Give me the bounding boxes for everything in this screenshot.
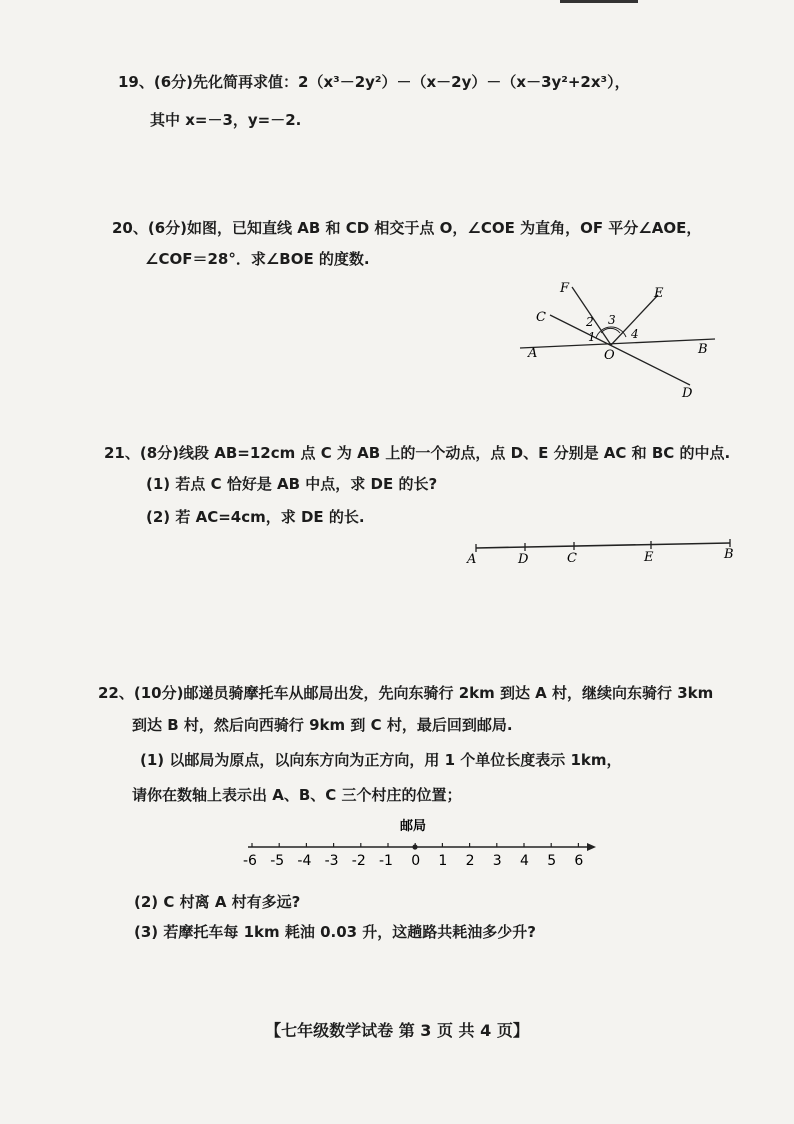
q20-line2: ∠COF＝28°．求∠BOE 的度数.	[145, 250, 370, 268]
q21-number: 21、	[104, 444, 140, 462]
q22-number-axis	[238, 812, 608, 872]
q21-score: (8分)	[139, 444, 180, 462]
axis-tick-label: 2	[465, 853, 475, 869]
axis-tick-label: -5	[270, 853, 285, 869]
seg-label-e: E	[644, 550, 654, 565]
seg-label-a: A	[467, 552, 477, 567]
line-ab	[520, 339, 715, 348]
q21-segment-figure	[462, 535, 752, 570]
label-f: F	[560, 281, 570, 296]
scan-mark	[560, 0, 638, 3]
q19-score: (6分)	[153, 73, 194, 91]
q21-part2: (2) 若 AC=4cm，求 DE 的长.	[146, 508, 365, 526]
q20-figure	[500, 275, 750, 405]
q22-score: (10分)	[133, 684, 184, 702]
q22-part1: (1) 以邮局为原点，以向东方向为正方向，用 1 个单位长度表示 1km，	[140, 751, 622, 769]
line-cd	[550, 315, 690, 385]
q21-text-1: 线段 AB=12cm 点 C 为 AB 上的一个动点，点 D、E 分别是 AC 和 BC 的中点.	[179, 444, 731, 462]
label-angle-1: 1	[588, 330, 596, 344]
label-o: O	[604, 348, 615, 363]
q20-score: (6分)	[147, 219, 188, 237]
axis-tick-label: 0	[411, 853, 421, 869]
axis-tick-label: -1	[379, 853, 393, 869]
q21-line1	[104, 443, 730, 463]
axis-tick-label: 6	[574, 853, 584, 869]
axis-tick-label: -6	[243, 853, 257, 869]
q19-condition: 其中 x=－3，y=－2.	[150, 111, 302, 129]
axis-tick-label: 5	[547, 853, 557, 869]
label-angle-2: 2	[586, 315, 594, 329]
axis-origin-label: 邮局	[400, 819, 427, 834]
q22-part1b: 请你在数轴上表示出 A、B、C 三个村庄的位置；	[132, 786, 462, 804]
q19-text: 先化简再求值：2（x³－2y²）－（x－2y）－（x－3y²+2x³），	[193, 73, 630, 91]
axis-tick-label: -3	[324, 853, 339, 869]
q20-line1	[112, 218, 701, 238]
q19-number: 19、	[118, 73, 154, 91]
segment-ab	[476, 543, 730, 548]
q21-part1: (1) 若点 C 恰好是 AB 中点，求 DE 的长?	[146, 475, 438, 493]
q22-part2: (2) C 村离 A 村有多远?	[134, 893, 301, 911]
q22-line1	[98, 683, 713, 703]
label-b: B	[698, 342, 708, 357]
q19-line1	[118, 72, 630, 92]
label-angle-3: 3	[608, 313, 616, 327]
label-e: E	[654, 286, 664, 301]
axis-arrow-icon	[587, 843, 596, 851]
label-c: C	[536, 310, 546, 325]
q20-text-1: 如图，已知直线 AB 和 CD 相交于点 O，∠COE 为直角，OF 平分∠AOE，	[187, 219, 702, 237]
seg-label-d: D	[518, 552, 529, 567]
q22-number: 22、	[98, 684, 134, 702]
axis-tick-label: 4	[520, 853, 529, 869]
axis-tick-label: 1	[438, 853, 448, 869]
label-a: A	[528, 346, 538, 361]
label-angle-4: 4	[631, 327, 639, 341]
page-footer: 【七年级数学试卷 第 3 页 共 4 页】	[265, 1021, 529, 1040]
q22-text-1: 邮递员骑摩托车从邮局出发，先向东骑行 2km 到达 A 村，继续向东骑行 3km	[183, 684, 714, 702]
label-d: D	[682, 386, 693, 401]
axis-tick-label: -4	[297, 853, 312, 869]
seg-label-b: B	[724, 547, 734, 562]
axis-tick-label: -2	[351, 853, 366, 869]
seg-label-c: C	[567, 551, 577, 566]
q20-number: 20、	[112, 219, 148, 237]
axis-tick-label: 3	[492, 853, 502, 869]
q22-line2: 到达 B 村，然后向西骑行 9km 到 C 村，最后回到邮局.	[132, 716, 513, 734]
q22-part3: (3) 若摩托车每 1km 耗油 0.03 升，这趟路共耗油多少升?	[134, 923, 537, 941]
